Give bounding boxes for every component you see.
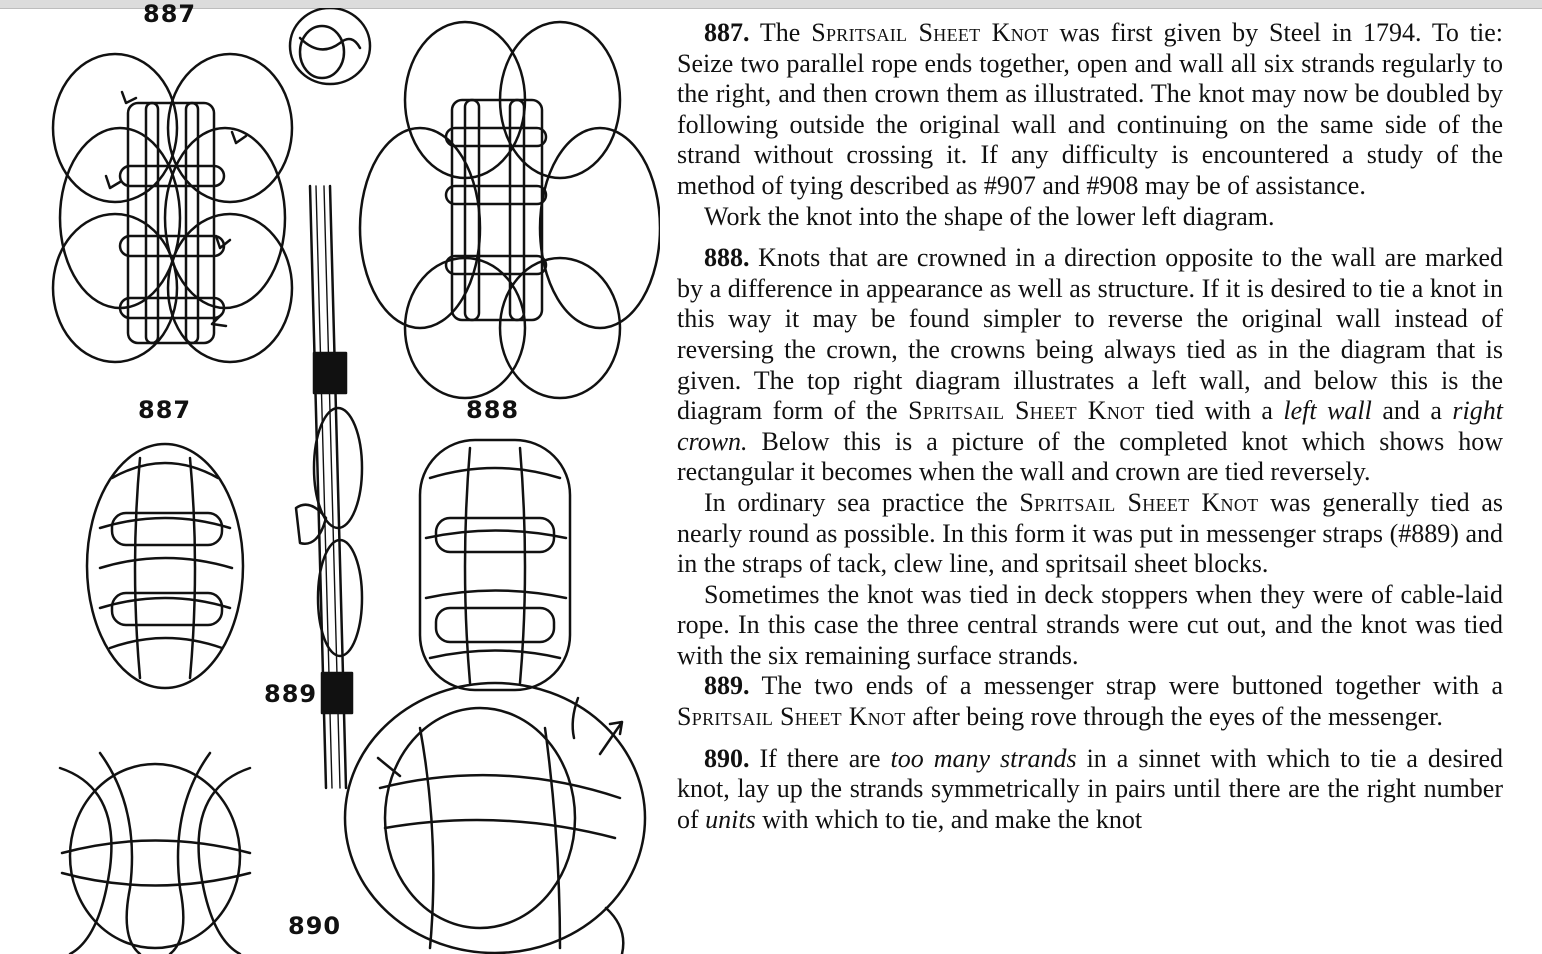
fig-label-887-top: 887 — [143, 0, 197, 28]
italic-term: too many strands — [890, 743, 1077, 773]
fig-label-889: 889 — [264, 680, 318, 708]
fig-label-887: 887 — [138, 396, 192, 424]
italic-term: right crown. — [677, 396, 1503, 456]
paragraph-889: 889. The two ends of a messenger strap were buttoned together with a Spritsail Sheet Knot after being rove through the eyes of the messenger. — [677, 671, 1503, 732]
fig-887-completed-knot — [87, 444, 243, 688]
fig-label-890: 890 — [288, 912, 342, 940]
paragraph-888-deck-stoppers: Sometimes the knot was tied in deck stoppers when they were of cable-laid rope. In this case the three central strands were cut out, and the knot was tied with the six remaining surface strands. — [677, 579, 1503, 670]
knot-name: Spritsail Sheet Knot — [908, 396, 1145, 426]
italic-term: left wall — [1283, 396, 1372, 426]
fig-888-diagram — [360, 22, 660, 398]
knot-name: Spritsail Sheet Knot — [1019, 487, 1259, 517]
knot-name: Spritsail Sheet Knot — [677, 702, 906, 732]
fig-890-left-diagram — [60, 753, 250, 954]
section-number-888: 888. — [704, 243, 750, 273]
paragraph-888: 888. Knots that are crowned in a direction opposite to the wall are marked by a difference in appearance as well as structure. If it is desired to tie a knot in this way it may be found simpler to reverse the original wall instead of reversing the crown, the crowns being always tied as in the diagram that is given. The top right diagram illustrates a left wall, and below this is the diagram form of the Spritsail Sheet Knot tied with a left wall and a right crown. Below this is a picture of the completed knot which shows how rectangular it becomes when the wall and crown are tied reversely. — [677, 243, 1503, 487]
paragraph-887-work: Work the knot into the shape of the lower left diagram. — [704, 201, 1275, 231]
fig-887-diagram — [53, 54, 292, 362]
knot-name: Spritsail Sheet Knot — [811, 18, 1049, 47]
italic-term: units — [705, 804, 756, 834]
section-number-890: 890. — [704, 743, 750, 773]
fig-888-completed-knot — [420, 440, 570, 690]
section-number-887: 887. — [704, 18, 750, 47]
paragraph-888-sea-practice: In ordinary sea practice the Spritsail Sheet Knot was generally tied as nearly round as possible. In this form it was put in messenger straps (#889) and in the straps of tack, clew line, and spritsail sheet blocks. — [677, 487, 1503, 579]
book-text-column — [677, 18, 1503, 835]
paragraph-890: 890. If there are too many strands in a sinnet with which to tie a desired knot, lay up the strands symmetrically in pairs until there are the right number of units with which to tie, and make the knot — [677, 743, 1503, 834]
fig-label-888: 888 — [466, 396, 520, 424]
knot-drawings — [0, 8, 660, 954]
knot-illustrations — [0, 0, 660, 954]
fig-890-right-diagram — [345, 683, 645, 954]
fig-887-small-knot — [290, 8, 370, 84]
paragraph-887: 887. The Spritsail Sheet Knot was first given by Steel in 1794. To tie: Seize two parallel rope ends together, open and wall all six strands regularly to the right, and then crown them as illustrated. The knot may now be doubled by following outside the original wall and continuing on the same side of the strand without crossing it. If any difficulty is encountered a study of the method of tying described as #907 and #908 may be of assistance. — [677, 18, 1503, 200]
section-number-889: 889. — [704, 671, 750, 701]
